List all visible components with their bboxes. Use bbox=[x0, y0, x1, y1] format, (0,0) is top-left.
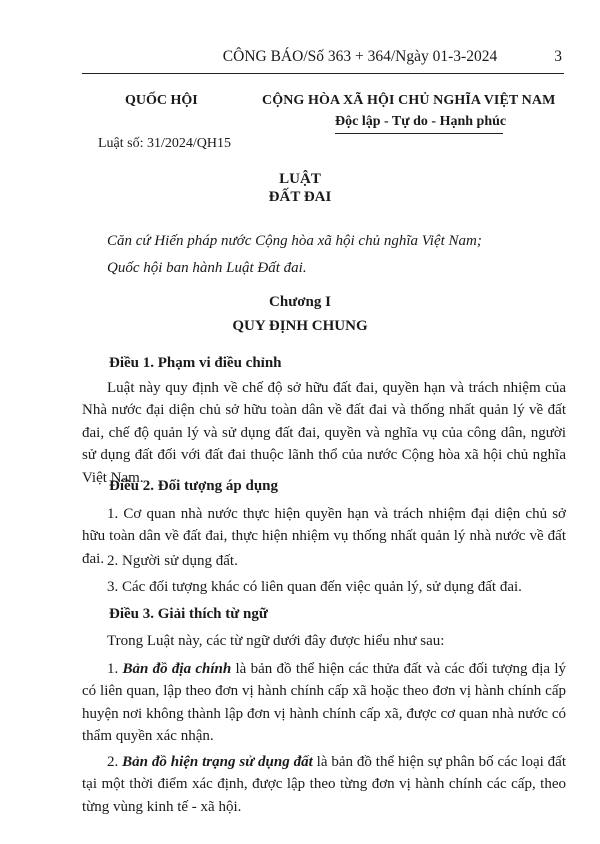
gazette-header bbox=[82, 44, 564, 74]
article-1-paragraph: Luật này quy định về chế độ sở hữu đất đai, quyền hạn và trách nhiệm của Nhà nước đại diện chủ sở hữu toàn dân về đất đai và thống nhất quản lý về đất đai, chế độ quản lý và sử dụng đất đai, quyền và nghĩa vụ của công dân, người sử dụng đất đối với đất đai thuộc lãnh thổ của nước Cộng hòa xã hội chủ nghĩa Việt Nam. bbox=[82, 380, 566, 486]
motto-underline bbox=[335, 133, 503, 134]
law-number: Luật số: 31/2024/QH15 bbox=[98, 136, 231, 151]
definition-1-term: Bản đồ địa chính bbox=[122, 661, 232, 677]
definition-2-text: là bản đồ thể hiện sự phân bố các loại đất tại một thời điểm xác định, được lập theo từng đơn vị hành chính các cấp, theo từng vùng kinh tế - xã hội. bbox=[82, 754, 566, 815]
gazette-title: CÔNG BÁO/Số 363 + 364/Ngày 01-3-2024 bbox=[222, 48, 498, 65]
article-1-heading: Điều 1. Phạm vi điều chỉnh bbox=[109, 355, 282, 371]
article-2-clause-1: 1. Cơ quan nhà nước thực hiện quyền hạn và trách nhiệm đại diện chủ sở hữu toàn dân về đất đai, thực hiện nhiệm vụ thống nhất quản lý nhà nước về đất đai. bbox=[82, 506, 566, 567]
article-3-definition-1 bbox=[82, 658, 566, 748]
definition-2-number: 2. bbox=[107, 754, 123, 770]
definition-2-term: Bản đồ hiện trạng sử dụng đất bbox=[122, 754, 313, 770]
chapter-title: QUY ĐỊNH CHUNG bbox=[232, 318, 368, 334]
chapter-number: Chương I bbox=[269, 294, 331, 310]
article-2-clause-2: 2. Người sử dụng đất. bbox=[107, 553, 238, 569]
republic-name: CỘNG HÒA XÃ HỘI CHỦ NGHĨA VIỆT NAM bbox=[262, 93, 556, 108]
preamble-line-1: Căn cứ Hiến pháp nước Cộng hòa xã hội chủ nghĩa Việt Nam; bbox=[107, 233, 482, 249]
document-type: LUẬT bbox=[279, 171, 321, 187]
definition-1-number: 1. bbox=[107, 661, 123, 677]
article-3-heading: Điều 3. Giải thích từ ngữ bbox=[109, 606, 268, 622]
article-3-definition-2 bbox=[82, 751, 566, 818]
article-3-intro: Trong Luật này, các từ ngữ dưới đây được hiểu như sau: bbox=[107, 633, 445, 649]
issuing-agency: QUỐC HỘI bbox=[125, 93, 198, 108]
national-motto: Độc lập - Tự do - Hạnh phúc bbox=[335, 114, 507, 129]
document-title: ĐẤT ĐAI bbox=[268, 189, 332, 205]
article-2-heading: Điều 2. Đối tượng áp dụng bbox=[109, 478, 279, 494]
article-2-clause-3: 3. Các đối tượng khác có liên quan đến việc quản lý, sử dụng đất đai. bbox=[107, 579, 522, 595]
preamble-line-2: Quốc hội ban hành Luật Đất đai. bbox=[107, 260, 307, 276]
definition-1-text: là bản đồ thể hiện các thửa đất và các đối tượng địa lý có liên quan, lập theo đơn vị hành chính cấp xã hoặc theo đơn vị hành chính cấp huyện nơi không thành lập đơn vị hành chính cấp xã, được cơ quan nhà nước có thẩm quyền xác nhận. bbox=[82, 661, 566, 745]
page-number: 3 bbox=[554, 48, 562, 65]
